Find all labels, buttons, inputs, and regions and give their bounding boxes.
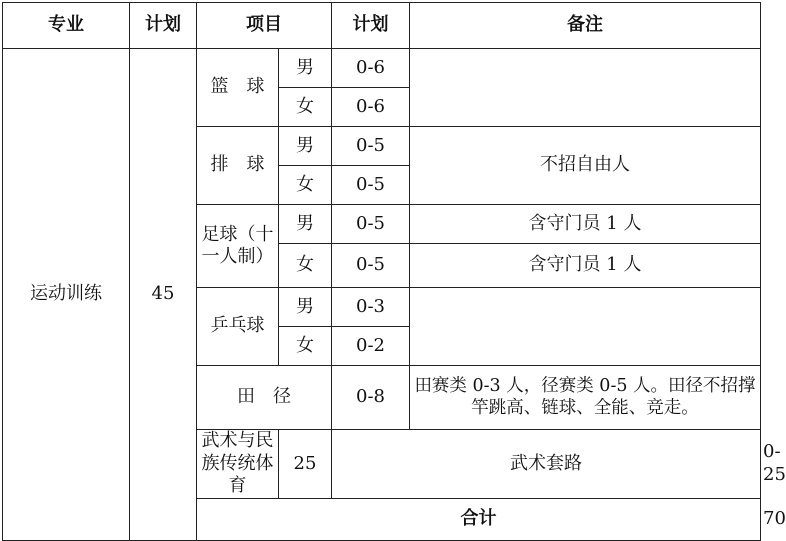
wushu-item-cell: 武术套路 — [332, 430, 761, 499]
total-row: 合计 70 — [3, 498, 761, 540]
athletics-plan: 0-8 — [332, 366, 410, 430]
gender-female-cell: 女 — [279, 166, 332, 205]
football-female-plan: 0-5 — [332, 244, 410, 288]
football-cell: 足球（十一人制） — [197, 205, 279, 288]
header-remark: 备注 — [410, 3, 761, 49]
football-male-plan: 0-5 — [332, 205, 410, 244]
football-male-note: 含守门员 1 人 — [410, 205, 761, 244]
header-row — [3, 3, 761, 49]
gender-female-cell: 女 — [279, 88, 332, 127]
basketball-cell: 篮 球 — [197, 49, 279, 127]
volleyball-note-cell: 不招自由人 — [410, 127, 761, 205]
volleyball-male-plan: 0-5 — [332, 127, 410, 166]
athletics-cell: 田 径 — [197, 366, 332, 430]
table-row — [3, 49, 761, 88]
football-female-note: 含守门员 1 人 — [410, 244, 761, 288]
total-label: 合计 — [197, 498, 761, 540]
pingpong-cell: 乒乓球 — [197, 288, 279, 366]
volleyball-female-plan: 0-5 — [332, 166, 410, 205]
major-wushu-cell: 武术与民族传统体育 — [197, 430, 279, 499]
pingpong-female-plan: 0-2 — [332, 327, 410, 366]
pingpong-male-plan: 0-3 — [332, 288, 410, 327]
volleyball-cell: 排 球 — [197, 127, 279, 205]
plan-wushu-cell: 25 — [279, 430, 332, 499]
gender-female-cell: 女 — [279, 327, 332, 366]
gender-male-cell: 男 — [279, 288, 332, 327]
basketball-note-cell — [410, 49, 761, 127]
major-training-cell: 运动训练 — [3, 49, 130, 541]
header-major: 专业 — [3, 3, 130, 49]
gender-male-cell: 男 — [279, 49, 332, 88]
gender-female-cell: 女 — [279, 244, 332, 288]
header-item: 项目 — [197, 3, 332, 49]
gender-male-cell: 男 — [279, 127, 332, 166]
athletics-note: 田赛类 0-3 人，径赛类 0-5 人。田径不招撑竿跳高、链球、全能、竞走。 — [410, 366, 761, 430]
header-plan: 计划 — [130, 3, 197, 49]
pingpong-note-cell — [410, 288, 761, 366]
gender-male-cell: 男 — [279, 205, 332, 244]
table-row: 武术与民族传统体育 25 武术套路 0-25 — [3, 430, 761, 499]
basketball-male-plan: 0-6 — [332, 49, 410, 88]
basketball-female-plan: 0-6 — [332, 88, 410, 127]
plan-training-cell: 45 — [130, 49, 197, 541]
header-plan-2: 计划 — [332, 3, 410, 49]
enrollment-plan-table — [2, 2, 786, 541]
